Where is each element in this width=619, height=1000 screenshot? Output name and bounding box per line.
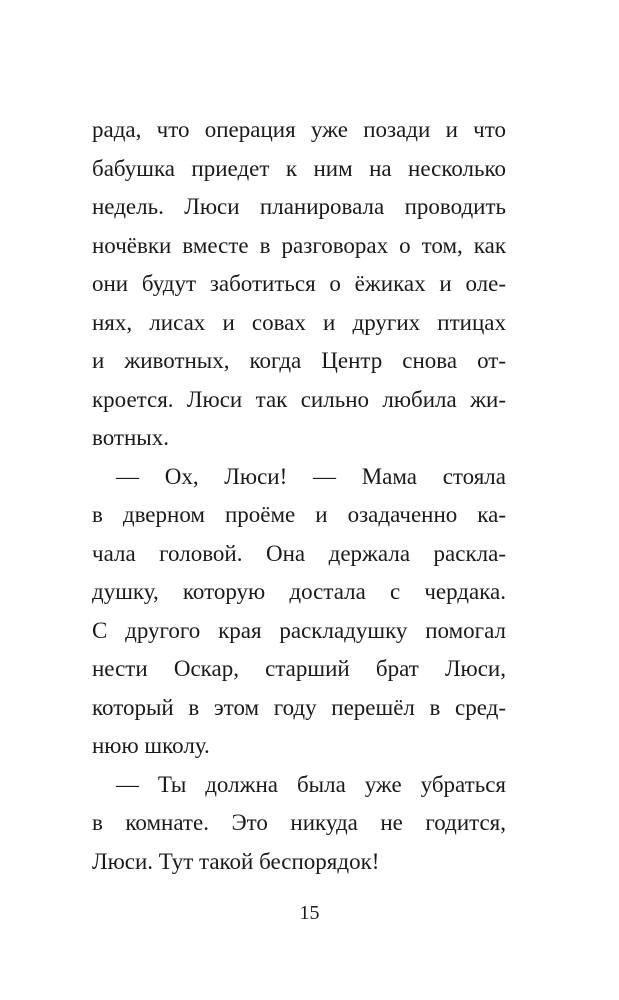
text-line: нях, лисах и совах и других птицах xyxy=(92,309,506,335)
text-line: и животных, когда Центр снова от- xyxy=(92,348,506,373)
text-line: рада, что операция уже позади и что xyxy=(92,117,506,142)
text-line: С другого края раскладушку помогал xyxy=(92,617,506,643)
text-line: в дверном проёме и озадаченно ка- xyxy=(92,502,506,527)
text-line: нюю школу. xyxy=(92,733,210,758)
text-line: кроется. Люси так сильно любила жи- xyxy=(92,386,506,412)
page-number: 15 xyxy=(299,902,320,924)
text-line: в комнате. Это никуда не годится, xyxy=(92,810,506,835)
text-line: вотных. xyxy=(92,425,169,450)
text-line: — Ох, Люси! — Мама стояла xyxy=(116,463,506,489)
text-line: — Ты должна была уже убраться xyxy=(116,771,506,797)
text-line: чала головой. Она держала раскла- xyxy=(92,540,506,566)
body-text xyxy=(92,111,506,881)
text-line: ночёвки вместе в разговорах о том, как xyxy=(92,232,506,258)
text-line: душку, которую достала с чердака. xyxy=(92,579,506,604)
text-line: они будут заботиться о ёжиках и оле- xyxy=(92,271,506,296)
text-line: бабушка приедет к ним на несколько xyxy=(92,155,506,181)
text-line: который в этом году перешёл в сред- xyxy=(92,694,506,720)
text-line: Люси. Тут такой беспорядок! xyxy=(92,848,380,874)
text-line: недель. Люси планировала проводить xyxy=(92,194,506,219)
text-line: нести Оскар, старший брат Люси, xyxy=(92,656,506,681)
